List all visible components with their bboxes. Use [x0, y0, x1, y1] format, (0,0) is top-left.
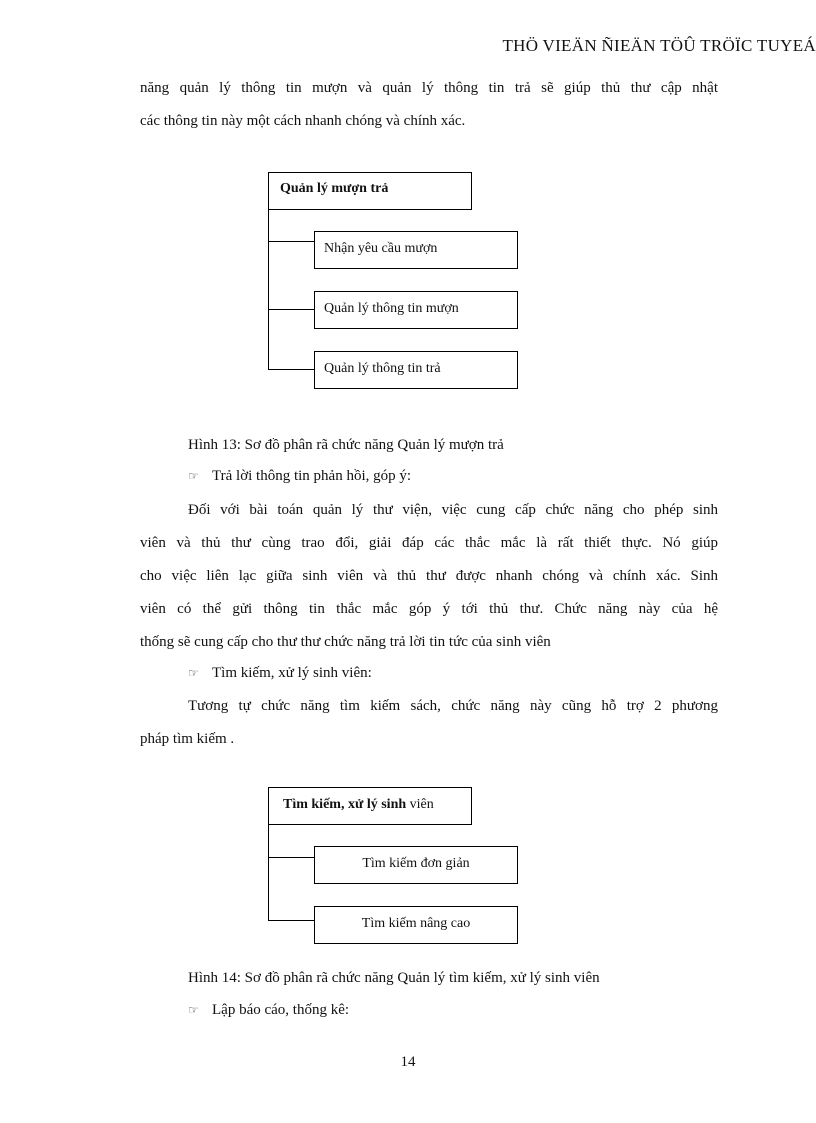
- diagram1-branch-line: [268, 241, 315, 242]
- paragraph-line: Tương tự chức năng tìm kiếm sách, chức năng này cũng hỗ trợ 2 phương: [188, 698, 718, 714]
- diagram2-trunk-line: [268, 824, 269, 920]
- paragraph-line: thống sẽ cung cấp cho thư thư chức năng trả lời tin tức của sinh viên: [140, 634, 551, 650]
- diagram1-child-box: Quản lý thông tin trả: [314, 351, 518, 389]
- diagram1-child-box: Nhận yêu cầu mượn: [314, 231, 518, 269]
- bullet-item-report: [188, 1000, 349, 1020]
- diagram1-root-box: Quản lý mượn trả: [268, 172, 472, 210]
- diagram1-branch-line: [268, 369, 315, 370]
- diagram1-child-box: Quản lý thông tin mượn: [314, 291, 518, 329]
- diagram2-branch-line: [268, 857, 315, 858]
- diagram2-child-box: Tìm kiếm đơn giản: [314, 846, 518, 884]
- diagram1-trunk-line: [268, 209, 269, 369]
- paragraph-line: cho việc liên lạc giữa sinh viên và thủ thư được nhanh chóng và chính xác. Sinh: [140, 568, 718, 584]
- running-header: THÖ VIEÄN ÑIEÄN TÖÛ TRÖÏC TUYEÁ: [502, 36, 816, 55]
- paragraph-line: viên và thủ thư cùng trao đổi, giải đáp các thắc mắc là rất thiết thực. Nó giúp: [140, 535, 718, 551]
- figure-caption-14: Hình 14: Sơ đồ phân rã chức năng Quản lý tìm kiếm, xử lý sinh viên: [188, 970, 600, 986]
- figure-caption-13: Hình 13: Sơ đồ phân rã chức năng Quản lý mượn trả: [188, 437, 504, 453]
- bullet-text: Lập báo cáo, thống kê:: [212, 1002, 350, 1018]
- pointing-hand-icon: ☞: [188, 666, 199, 680]
- bullet-text: Tìm kiếm, xử lý sinh viên:: [212, 665, 372, 681]
- diagram2-branch-line: [268, 920, 315, 921]
- intro-line-1: năng quản lý thông tin mượn và quản lý thông tin trả sẽ giúp thủ thư cập nhật: [140, 80, 718, 96]
- diagram2-child-box: Tìm kiếm nâng cao: [314, 906, 518, 944]
- bullet-text: Trả lời thông tin phản hồi, góp ý:: [212, 468, 412, 484]
- pointing-hand-icon: ☞: [188, 469, 199, 483]
- diagram2-root-bold: Tìm kiếm, xử lý sinh: [283, 797, 407, 812]
- diagram1-branch-line: [268, 309, 315, 310]
- bullet-item-feedback: [188, 466, 411, 486]
- paragraph-line: pháp tìm kiếm .: [140, 731, 235, 747]
- paragraph-line: viên có thể gửi thông tin thắc mắc góp ý tới thủ thư. Chức năng này của hệ: [140, 601, 718, 617]
- diagram2-root-normal: viên: [409, 797, 434, 812]
- bullet-item-search: [188, 663, 372, 683]
- page-number: 14: [400, 1054, 416, 1070]
- pointing-hand-icon: ☞: [188, 1003, 199, 1017]
- paragraph-line: Đối với bài toán quản lý thư viện, việc cung cấp chức năng cho phép sinh: [188, 502, 718, 518]
- intro-line-2: các thông tin này một cách nhanh chóng và chính xác.: [140, 113, 466, 129]
- diagram2-root-box: [268, 787, 472, 825]
